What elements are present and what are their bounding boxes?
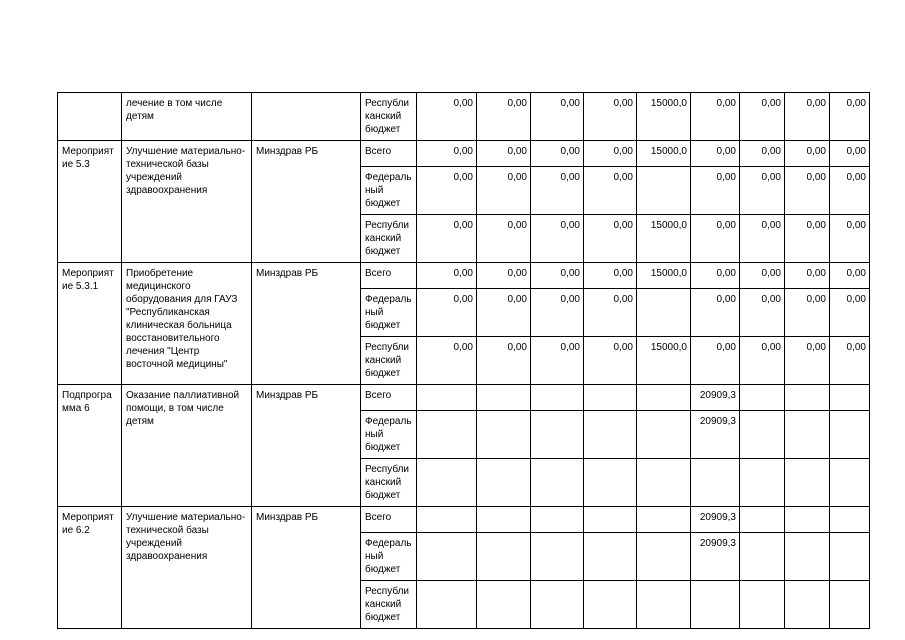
value-cell: 0,00 [830,167,870,215]
value-cell: 0,00 [830,215,870,263]
value-cell [584,507,637,533]
value-cell [477,385,531,411]
value-cell: 0,00 [785,141,830,167]
value-cell [830,411,870,459]
value-cell: 0,00 [477,337,531,385]
row-executor-cell [252,93,361,141]
value-cell [417,533,477,581]
value-cell: 0,00 [740,93,785,141]
value-cell: 0,00 [785,337,830,385]
value-cell: 0,00 [830,93,870,141]
value-cell [417,385,477,411]
value-cell: 0,00 [785,93,830,141]
row-name-cell: Улучшение материально-технической базы учреждений здравоохранения [122,507,252,629]
value-cell [584,581,637,629]
value-cell [785,385,830,411]
value-cell [830,581,870,629]
value-cell [740,385,785,411]
row-name-cell: Оказание паллиативной помощи, в том числе детям [122,385,252,507]
value-cell: 0,00 [691,141,740,167]
value-cell [477,507,531,533]
value-cell: 0,00 [830,141,870,167]
value-cell [531,459,584,507]
value-cell: 0,00 [691,337,740,385]
value-cell: 0,00 [691,263,740,289]
row-name-cell: лечение в том числе детям [122,93,252,141]
value-cell [785,411,830,459]
value-cell: 0,00 [785,263,830,289]
value-cell [785,533,830,581]
value-cell: 15000,0 [637,93,691,141]
value-cell: 20909,3 [691,385,740,411]
value-cell: 0,00 [477,215,531,263]
value-cell [417,507,477,533]
value-cell: 0,00 [417,289,477,337]
value-cell [740,507,785,533]
value-cell [531,533,584,581]
value-cell: 0,00 [830,263,870,289]
value-cell [531,411,584,459]
value-cell [740,411,785,459]
value-cell: 0,00 [417,141,477,167]
value-cell: 0,00 [691,93,740,141]
value-cell: 20909,3 [691,507,740,533]
funding-source-cell: Федеральный бюджет [361,167,417,215]
value-cell: 0,00 [740,263,785,289]
value-cell [830,507,870,533]
value-cell [417,459,477,507]
value-cell: 0,00 [740,215,785,263]
value-cell: 0,00 [584,289,637,337]
value-cell [785,459,830,507]
value-cell: 0,00 [830,289,870,337]
value-cell: 0,00 [477,289,531,337]
table-row [58,385,870,411]
value-cell: 0,00 [740,167,785,215]
table-row [58,507,870,533]
value-cell: 15000,0 [637,215,691,263]
value-cell [637,411,691,459]
value-cell: 0,00 [584,215,637,263]
funding-source-cell: Федеральный бюджет [361,289,417,337]
value-cell [584,411,637,459]
value-cell [637,533,691,581]
value-cell [584,459,637,507]
value-cell [830,533,870,581]
funding-source-cell: Федеральный бюджет [361,411,417,459]
value-cell [637,167,691,215]
value-cell: 0,00 [584,93,637,141]
value-cell: 0,00 [417,93,477,141]
value-cell: 0,00 [584,263,637,289]
value-cell [637,289,691,337]
value-cell: 0,00 [417,263,477,289]
value-cell [477,459,531,507]
value-cell: 0,00 [830,337,870,385]
value-cell [417,581,477,629]
value-cell: 0,00 [477,141,531,167]
value-cell: 0,00 [531,93,584,141]
value-cell [740,581,785,629]
table-row [58,141,870,167]
funding-source-cell: Всего [361,507,417,533]
value-cell: 0,00 [417,215,477,263]
row-name-cell: Приобретение медицинского оборудования для ГАУЗ "Республиканская клиническая больница восстановительного лечения "Центр восточной медицины" [122,263,252,385]
value-cell: 0,00 [477,263,531,289]
value-cell: 20909,3 [691,411,740,459]
value-cell [477,581,531,629]
value-cell: 0,00 [785,215,830,263]
value-cell: 0,00 [584,167,637,215]
value-cell [785,581,830,629]
value-cell: 0,00 [691,289,740,337]
value-cell: 0,00 [785,289,830,337]
value-cell [830,385,870,411]
funding-source-cell: Республиканский бюджет [361,215,417,263]
row-code-cell: Мероприятие 6.2 [58,507,122,629]
row-executor-cell: Минздрав РБ [252,141,361,263]
value-cell [531,581,584,629]
value-cell: 0,00 [531,215,584,263]
value-cell: 15000,0 [637,263,691,289]
value-cell: 0,00 [531,289,584,337]
table-row [58,93,870,141]
table-body [58,93,870,629]
value-cell [531,507,584,533]
budget-table-page [57,92,870,629]
value-cell: 0,00 [740,337,785,385]
row-code-cell: Мероприятие 5.3 [58,141,122,263]
value-cell [637,581,691,629]
row-name-cell: Улучшение материально-технической базы учреждений здравоохранения [122,141,252,263]
funding-source-cell: Всего [361,385,417,411]
value-cell: 0,00 [584,337,637,385]
value-cell [584,385,637,411]
funding-source-cell: Всего [361,263,417,289]
funding-source-cell: Республиканский бюджет [361,581,417,629]
value-cell [740,459,785,507]
value-cell [531,385,584,411]
row-code-cell: Подпрограмма 6 [58,385,122,507]
funding-source-cell: Республиканский бюджет [361,93,417,141]
table-row [58,263,870,289]
value-cell [477,533,531,581]
value-cell: 15000,0 [637,141,691,167]
value-cell: 0,00 [740,289,785,337]
value-cell [637,459,691,507]
value-cell [637,385,691,411]
value-cell: 0,00 [691,215,740,263]
value-cell: 0,00 [531,337,584,385]
value-cell: 0,00 [477,167,531,215]
value-cell: 20909,3 [691,533,740,581]
value-cell [477,411,531,459]
value-cell [584,533,637,581]
value-cell: 0,00 [477,93,531,141]
row-code-cell [58,93,122,141]
funding-source-cell: Федеральный бюджет [361,533,417,581]
value-cell [417,411,477,459]
value-cell: 0,00 [531,263,584,289]
funding-source-cell: Республиканский бюджет [361,459,417,507]
row-executor-cell: Минздрав РБ [252,385,361,507]
value-cell: 0,00 [691,167,740,215]
value-cell [637,507,691,533]
budget-table [57,92,870,629]
value-cell: 15000,0 [637,337,691,385]
row-code-cell: Мероприятие 5.3.1 [58,263,122,385]
value-cell [740,533,785,581]
row-executor-cell: Минздрав РБ [252,263,361,385]
value-cell [830,459,870,507]
value-cell: 0,00 [417,167,477,215]
funding-source-cell: Республиканский бюджет [361,337,417,385]
value-cell: 0,00 [417,337,477,385]
value-cell: 0,00 [785,167,830,215]
value-cell: 0,00 [584,141,637,167]
value-cell: 0,00 [740,141,785,167]
value-cell [691,459,740,507]
funding-source-cell: Всего [361,141,417,167]
value-cell: 0,00 [531,141,584,167]
value-cell: 0,00 [531,167,584,215]
value-cell [785,507,830,533]
value-cell [691,581,740,629]
row-executor-cell: Минздрав РБ [252,507,361,629]
